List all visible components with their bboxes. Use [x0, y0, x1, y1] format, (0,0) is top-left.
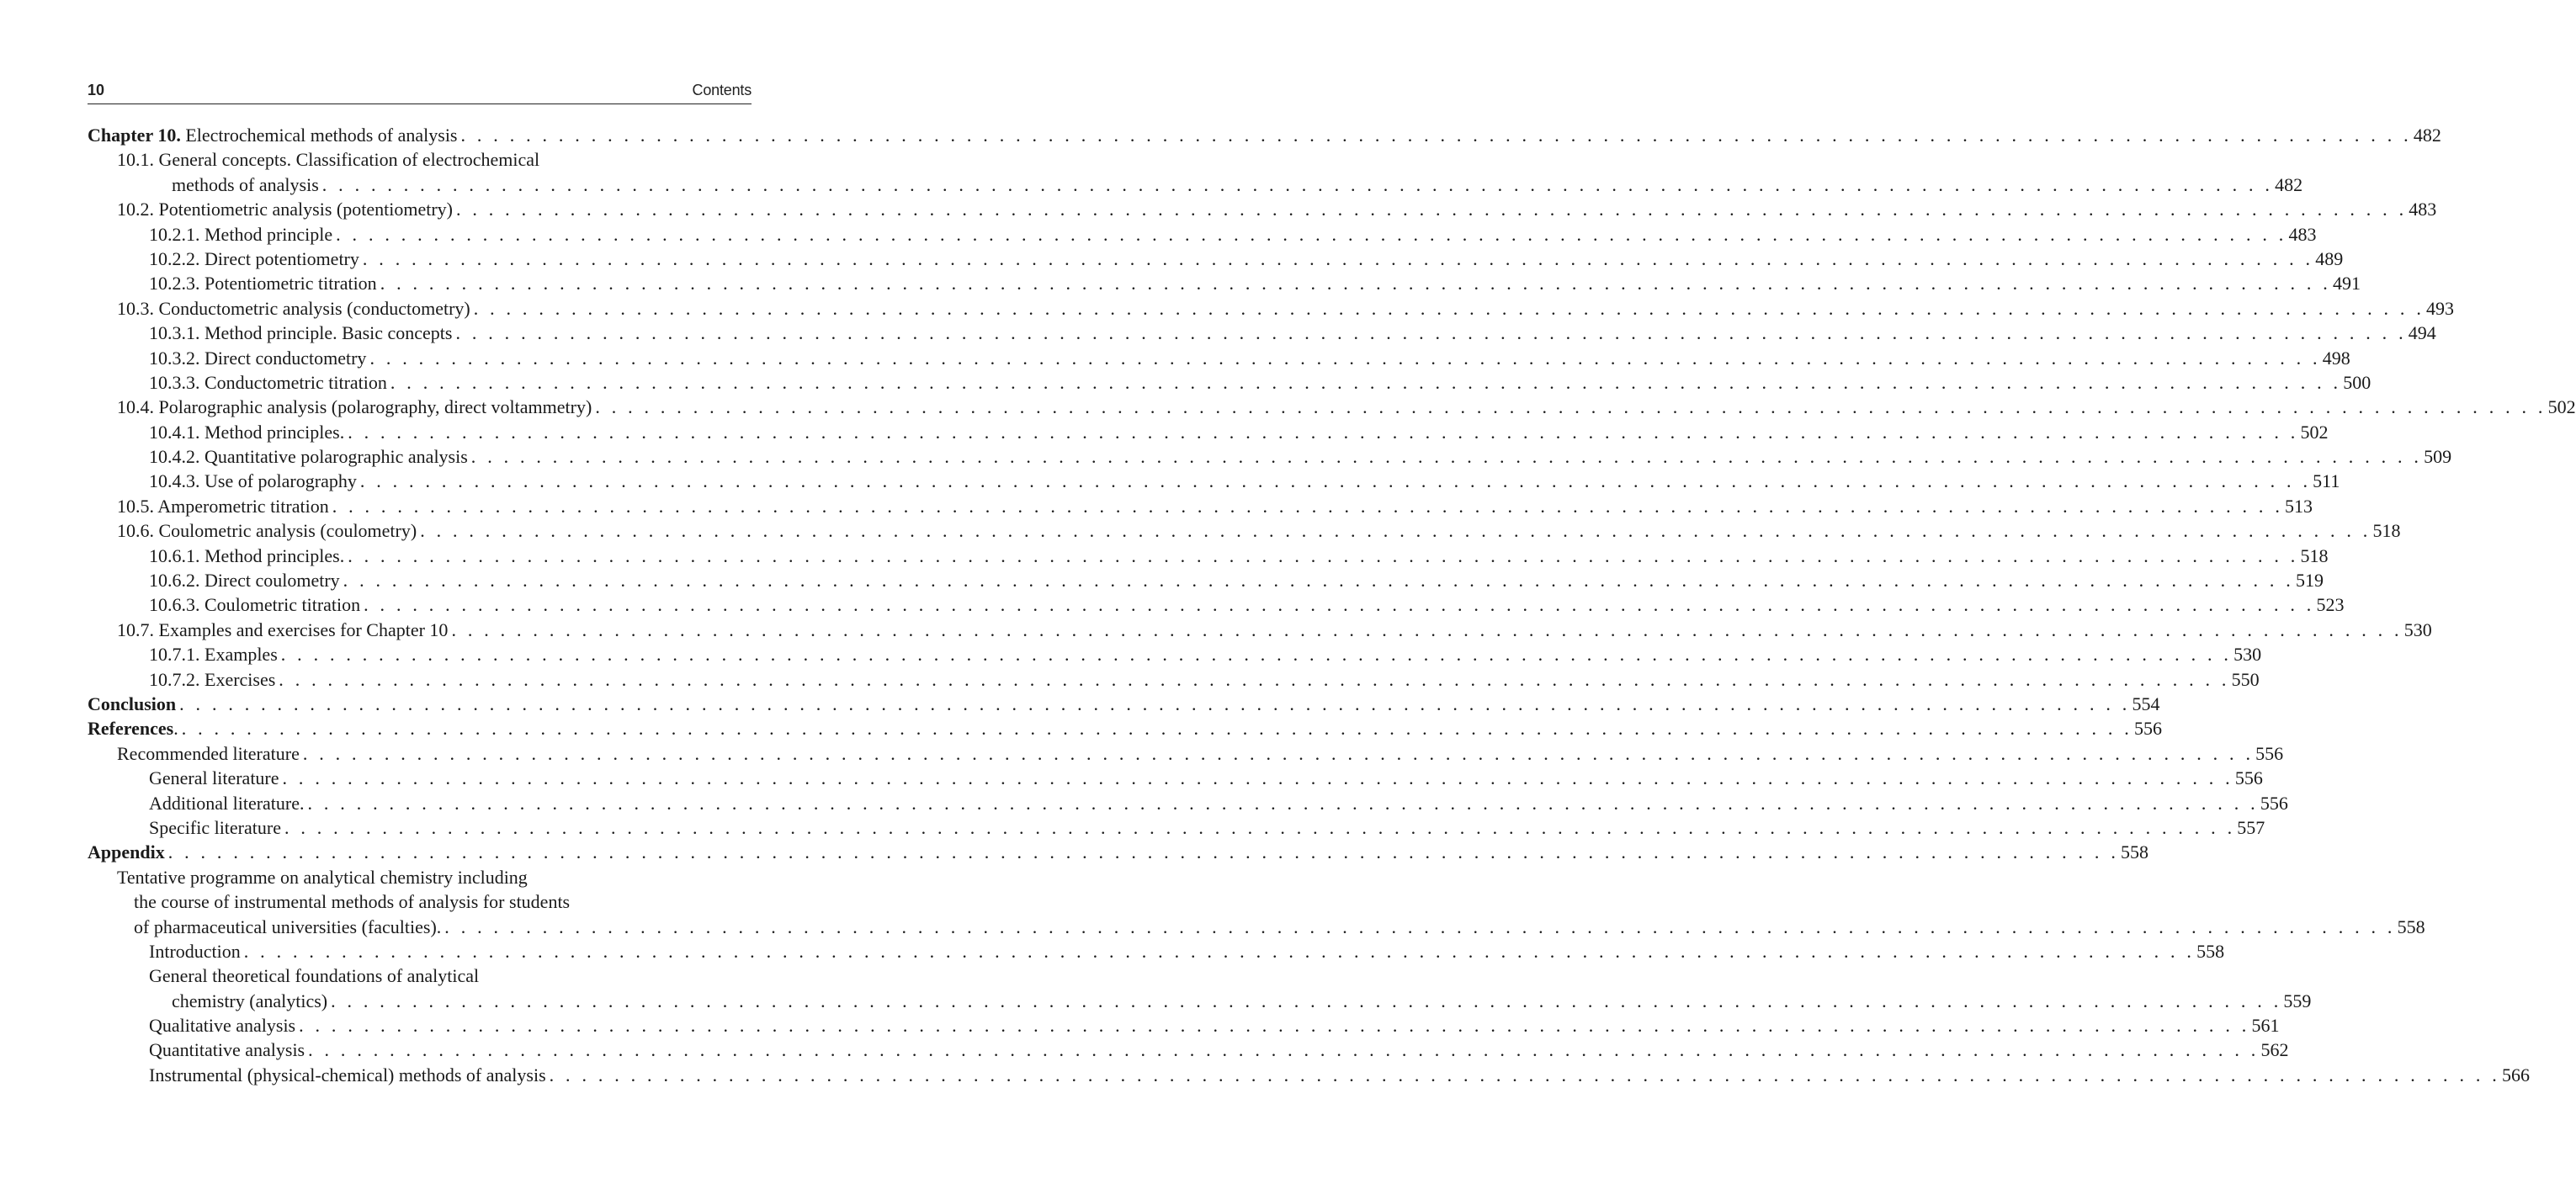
dot-leader: . . . . . . . . . . . . . . . . . . . . . . . . . . . . . . . . . . . . . . . . . . . . . . . . . . . . . . . . . . . . . . . . . . . . . . . . . . . . . . . . . . . . . . . . . . . . . . . . . . . . . . . . . . . . . . . . . . . . . . . . — [549, 1064, 2500, 1085]
toc-entry-title — [149, 544, 344, 568]
toc-entry-title — [149, 370, 387, 395]
toc-page-number: 556 — [2134, 718, 2163, 740]
toc-page-number: 558 — [2397, 916, 2425, 937]
toc-entry-text: 10.3.3. Conductometric titration — [149, 371, 387, 393]
dot-leader: . . . . . . . . . . . . . . . . . . . . . . . . . . . . . . . . . . . . . . . . . . . . . . . . . . . . . . . . . . . . . . . . . . . . . . . . . . . . . . . . . . . . . . . . . . . . . . . . . . . . . . . . . . . . . . . . . . . . . . . . — [451, 618, 2403, 640]
dot-leader: . . . . . . . . . . . . . . . . . . . . . . . . . . . . . . . . . . . . . . . . . . . . . . . . . . . . . . . . . . . . . . . . . . . . . . . . . . . . . . . . . . . . . . . . . . . . . . . . . . . . . . . . . . . . . . . . . . . . . . . . — [181, 718, 2133, 740]
toc-entry — [88, 395, 2576, 419]
dot-leader: . . . . . . . . . . . . . . . . . . . . . . . . . . . . . . . . . . . . . . . . . . . . . . . . . . . . . . . . . . . . . . . . . . . . . . . . . . . . . . . . . . . . . . . . . . . . . . . . . . . . . . . . . . . . . . . . . . . . . . . . — [299, 1015, 2250, 1037]
toc-entry-title — [117, 865, 528, 889]
toc-entry — [88, 296, 2455, 321]
toc-entry-text: 10.2.2. Direct potentiometry — [149, 247, 359, 269]
toc-entry-text: 10.7.1. Examples — [149, 644, 278, 666]
toc-page-number: 530 — [2233, 644, 2262, 666]
dot-leader: . . . . . . . . . . . . . . . . . . . . . . . . . . . . . . . . . . . . . . . . . . . . . . . . . . . . . . . . . . . . . . . . . . . . . . . . . . . . . . . . . . . . . . . . . . . . . . . . . . . . . . . . . . . . . . . . . . . . . . . . — [280, 644, 2233, 666]
toc-entry-title — [149, 346, 366, 370]
toc-entry-text: Electrochemical methods of analysis — [180, 125, 458, 146]
toc-entry-title — [149, 469, 357, 493]
toc-entry-text: of pharmaceutical universities (faculties). — [134, 916, 442, 937]
toc-entry — [88, 741, 2284, 766]
dot-leader: . . . . . . . . . . . . . . . . . . . . . . . . . . . . . . . . . . . . . . . . . . . . . . . . . . . . . . . . . . . . . . . . . . . . . . . . . . . . . . . . . . . . . . . . . . . . . . . . . . . . . . . . . . . . . . . . . . . . . . . . — [167, 841, 2120, 863]
toc-entry — [88, 692, 2160, 716]
running-header — [88, 80, 752, 104]
toc-entry-title — [117, 618, 448, 642]
dot-leader: . . . . . . . . . . . . . . . . . . . . . . . . . . . . . . . . . . . . . . . . . . . . . . . . . . . . . . . . . . . . . . . . . . . . . . . . . . . . . . . . . . . . . . . . . . . . . . . . . . . . . . . . . . . . . . . . . . . . . . . . — [455, 199, 2408, 220]
toc-entry-title — [88, 840, 165, 864]
toc-entry — [88, 1038, 2289, 1062]
toc-entry — [88, 791, 2288, 815]
toc-entry — [88, 173, 2303, 197]
toc-entry-text: 10.3.1. Method principle. Basic concepts — [149, 322, 453, 344]
toc-entry-title — [149, 963, 479, 988]
toc-page-number: 518 — [2372, 520, 2401, 542]
toc-entry-title — [117, 518, 417, 543]
toc-entry-title — [149, 791, 305, 815]
toc-entry — [88, 568, 2324, 592]
dot-leader: . . . . . . . . . . . . . . . . . . . . . . . . . . . . . . . . . . . . . . . . . . . . . . . . . . . . . . . . . . . . . . . . . . . . . . . . . . . . . . . . . . . . . . . . . . . . . . . . . . . . . . . . . . . . . . . . . . . . . . . . — [284, 816, 2236, 838]
toc-page-number: 509 — [2424, 446, 2452, 468]
toc-page-number: 518 — [2300, 544, 2329, 566]
dot-leader: . . . . . . . . . . . . . . . . . . . . . . . . . . . . . . . . . . . . . . . . . . . . . . . . . . . . . . . . . . . . . . . . . . . . . . . . . . . . . . . . . . . . . . . . . . . . . . . . . . . . . . . . . . . . . . . . . . . . . . . . — [336, 223, 2287, 245]
toc-entry-title — [149, 642, 278, 666]
toc-page-number: 482 — [2413, 125, 2441, 146]
toc-page-number: 483 — [2288, 223, 2317, 245]
toc-page-number: 530 — [2403, 618, 2432, 640]
toc-entry-text: 10.1. General concepts. Classification of electrochemical — [117, 149, 540, 171]
toc-entry-text: 10.2.1. Method principle — [149, 223, 333, 245]
toc-entry-text: Specific literature — [149, 816, 281, 838]
dot-leader: . . . . . . . . . . . . . . . . . . . . . . . . . . . . . . . . . . . . . . . . . . . . . . . . . . . . . . . . . . . . . . . . . . . . . . . . . . . . . . . . . . . . . . . . . . . . . . . . . . . . . . . . . . . . . . . . . . . . . . . . — [332, 495, 2284, 517]
toc-page-number: 566 — [2501, 1064, 2530, 1085]
toc-entry — [88, 840, 2149, 864]
toc-entry-title — [149, 667, 275, 692]
toc-entry-text: 10.4.2. Quantitative polarographic analysis — [149, 446, 468, 468]
dot-leader: . . . . . . . . . . . . . . . . . . . . . . . . . . . . . . . . . . . . . . . . . . . . . . . . . . . . . . . . . . . . . . . . . . . . . . . . . . . . . . . . . . . . . . . . . . . . . . . . . . . . . . . . . . . . . . . . . . . . . . . . — [473, 297, 2425, 319]
toc-entry-text: 10.3. Conductometric analysis (conductometry) — [117, 297, 470, 319]
toc-entry-title — [149, 939, 241, 963]
toc-entry — [88, 494, 2313, 518]
toc-entry-text: General theoretical foundations of analytical — [149, 965, 480, 987]
toc-entry-text: 10.4.3. Use of polarography — [149, 470, 357, 492]
toc-page-number: 519 — [2295, 570, 2324, 592]
toc-entry-bold-label: Appendix — [88, 841, 165, 863]
toc-entry-title — [117, 147, 539, 172]
toc-entry-title — [149, 444, 468, 469]
toc-entry-text: chemistry (analytics) — [172, 990, 328, 1011]
toc-page-number: 558 — [2196, 940, 2225, 962]
toc-entry — [88, 370, 2372, 395]
toc-entry — [88, 147, 752, 172]
dot-leader: . . . . . . . . . . . . . . . . . . . . . . . . . . . . . . . . . . . . . . . . . . . . . . . . . . . . . . . . . . . . . . . . . . . . . . . . . . . . . . . . . . . . . . . . . . . . . . . . . . . . . . . . . . . . . . . . . . . . . . . . — [595, 396, 2547, 418]
toc-page-number: 558 — [2121, 841, 2149, 863]
toc-entry-title — [117, 197, 453, 221]
toc-page-number: 562 — [2260, 1039, 2289, 1061]
toc-page-number: 498 — [2322, 347, 2350, 369]
toc-page-number: 491 — [2333, 273, 2361, 295]
toc-entry — [88, 420, 2329, 444]
toc-entry — [88, 1013, 2280, 1038]
toc-page-number: 489 — [2315, 247, 2344, 269]
toc-entry — [88, 321, 2436, 345]
toc-entry — [88, 865, 752, 889]
toc-entry-text: Tentative programme on analytical chemistry including — [117, 866, 528, 888]
toc-entry-text: 10.6. Coulometric analysis (coulometry) — [117, 520, 417, 542]
dot-leader: . . . . . . . . . . . . . . . . . . . . . . . . . . . . . . . . . . . . . . . . . . . . . . . . . . . . . . . . . . . . . . . . . . . . . . . . . . . . . . . . . . . . . . . . . . . . . . . . . . . . . . . . . . . . . . . . . . . . . . . . — [307, 792, 2259, 814]
dot-leader: . . . . . . . . . . . . . . . . . . . . . . . . . . . . . . . . . . . . . . . . . . . . . . . . . . . . . . . . . . . . . . . . . . . . . . . . . . . . . . . . . . . . . . . . . . . . . . . . . . . . . . . . . . . . . . . . . . . . . . . . — [308, 1039, 2260, 1061]
toc-entry-title — [88, 692, 176, 716]
toc-entry-title — [149, 247, 359, 271]
dot-leader: . . . . . . . . . . . . . . . . . . . . . . . . . . . . . . . . . . . . . . . . . . . . . . . . . . . . . . . . . . . . . . . . . . . . . . . . . . . . . . . . . . . . . . . . . . . . . . . . . . . . . . . . . . . . . . . . . . . . . . . . — [348, 421, 2299, 443]
dot-leader: . . . . . . . . . . . . . . . . . . . . . . . . . . . . . . . . . . . . . . . . . . . . . . . . . . . . . . . . . . . . . . . . . . . . . . . . . . . . . . . . . . . . . . . . . . . . . . . . . . . . . . . . . . . . . . . . . . . . . . . . — [380, 273, 2331, 295]
toc-page-number: 556 — [2255, 742, 2284, 764]
toc-entry-title — [149, 222, 332, 247]
dot-leader: . . . . . . . . . . . . . . . . . . . . . . . . . . . . . . . . . . . . . . . . . . . . . . . . . . . . . . . . . . . . . . . . . . . . . . . . . . . . . . . . . . . . . . . . . . . . . . . . . . . . . . . . . . . . . . . . . . . . . . . . — [282, 767, 2233, 789]
toc-entry — [88, 222, 2317, 247]
toc-page-number: 502 — [2300, 421, 2329, 443]
toc-entry-text: 10.2.3. Potentiometric titration — [149, 273, 377, 295]
toc-entry — [88, 518, 2401, 543]
toc-entry — [88, 667, 2260, 692]
table-of-contents — [88, 123, 2576, 1087]
toc-entry-text: 10.7.2. Exercises — [149, 668, 276, 690]
toc-page-number: 556 — [2260, 792, 2288, 814]
toc-entry-text: methods of analysis — [172, 173, 319, 195]
toc-entry — [88, 197, 2437, 221]
toc-page-number: 511 — [2313, 470, 2340, 492]
toc-page-number: 561 — [2251, 1015, 2280, 1037]
dot-leader: . . . . . . . . . . . . . . . . . . . . . . . . . . . . . . . . . . . . . . . . . . . . . . . . . . . . . . . . . . . . . . . . . . . . . . . . . . . . . . . . . . . . . . . . . . . . . . . . . . . . . . . . . . . . . . . . . . . . . . . . — [348, 544, 2299, 566]
toc-entry-bold-label: References — [88, 718, 174, 740]
dot-leader: . . . . . . . . . . . . . . . . . . . . . . . . . . . . . . . . . . . . . . . . . . . . . . . . . . . . . . . . . . . . . . . . . . . . . . . . . . . . . . . . . . . . . . . . . . . . . . . . . . . . . . . . . . . . . . . . . . . . . . . . — [362, 247, 2314, 269]
toc-entry-title — [172, 989, 327, 1013]
toc-entry-bold-label: Conclusion — [88, 693, 177, 714]
toc-entry-text: 10.4. Polarographic analysis (polarography, direct voltammetry) — [117, 396, 592, 418]
toc-entry-title — [117, 395, 592, 419]
toc-entry-title — [88, 716, 178, 740]
running-title: Contents — [692, 82, 752, 98]
toc-page-number: 554 — [2132, 693, 2160, 714]
toc-entry-text: 10.2. Potentiometric analysis (potentiometry) — [117, 199, 453, 220]
toc-entry-title — [88, 123, 458, 147]
dot-leader: . . . . . . . . . . . . . . . . . . . . . . . . . . . . . . . . . . . . . . . . . . . . . . . . . . . . . . . . . . . . . . . . . . . . . . . . . . . . . . . . . . . . . . . . . . . . . . . . . . . . . . . . . . . . . . . . . . . . . . . . — [302, 742, 2255, 764]
page-number: 10 — [88, 82, 105, 98]
dot-leader: . . . . . . . . . . . . . . . . . . . . . . . . . . . . . . . . . . . . . . . . . . . . . . . . . . . . . . . . . . . . . . . . . . . . . . . . . . . . . . . . . . . . . . . . . . . . . . . . . . . . . . . . . . . . . . . . . . . . . . . . — [420, 520, 2372, 542]
dot-leader: . . . . . . . . . . . . . . . . . . . . . . . . . . . . . . . . . . . . . . . . . . . . . . . . . . . . . . . . . . . . . . . . . . . . . . . . . . . . . . . . . . . . . . . . . . . . . . . . . . . . . . . . . . . . . . . . . . . . . . . . — [279, 668, 2230, 690]
toc-entry-text: the course of instrumental methods of analysis for students — [134, 891, 571, 913]
toc-entry-text: 10.6.3. Coulometric titration — [149, 594, 361, 616]
toc-entry-bold-label: Chapter 10. — [88, 125, 181, 146]
toc-page-number: 513 — [2285, 495, 2313, 517]
toc-entry-title — [134, 915, 441, 939]
toc-entry-title — [149, 766, 279, 790]
toc-entry-title — [149, 815, 281, 840]
dot-leader: . . . . . . . . . . . . . . . . . . . . . . . . . . . . . . . . . . . . . . . . . . . . . . . . . . . . . . . . . . . . . . . . . . . . . . . . . . . . . . . . . . . . . . . . . . . . . . . . . . . . . . . . . . . . . . . . . . . . . . . . — [321, 173, 2274, 195]
dot-leader: . . . . . . . . . . . . . . . . . . . . . . . . . . . . . . . . . . . . . . . . . . . . . . . . . . . . . . . . . . . . . . . . . . . . . . . . . . . . . . . . . . . . . . . . . . . . . . . . . . . . . . . . . . . . . . . . . . . . . . . . — [359, 470, 2312, 492]
toc-entry — [88, 889, 752, 914]
toc-entry — [88, 642, 2262, 666]
toc-entry — [88, 544, 2329, 568]
toc-page-number: 556 — [2234, 767, 2263, 789]
toc-entry-text: Additional literature. — [149, 792, 305, 814]
toc-entry-title — [117, 741, 300, 766]
toc-entry-title — [172, 173, 319, 197]
toc-entry-title — [149, 592, 360, 617]
dot-leader: . . . . . . . . . . . . . . . . . . . . . . . . . . . . . . . . . . . . . . . . . . . . . . . . . . . . . . . . . . . . . . . . . . . . . . . . . . . . . . . . . . . . . . . . . . . . . . . . . . . . . . . . . . . . . . . . . . . . . . . . — [369, 347, 2321, 369]
toc-entry — [88, 989, 2312, 1013]
dot-leader: . . . . . . . . . . . . . . . . . . . . . . . . . . . . . . . . . . . . . . . . . . . . . . . . . . . . . . . . . . . . . . . . . . . . . . . . . . . . . . . . . . . . . . . . . . . . . . . . . . . . . . . . . . . . . . . . . . . . . . . . — [390, 371, 2342, 393]
toc-entry — [88, 247, 2344, 271]
toc-entry-text: . — [173, 718, 178, 740]
toc-entry-title — [134, 889, 570, 914]
toc-page-number: 493 — [2426, 297, 2455, 319]
toc-entry-text: Introduction — [149, 940, 241, 962]
toc-page-number: 482 — [2275, 173, 2303, 195]
dot-leader: . . . . . . . . . . . . . . . . . . . . . . . . . . . . . . . . . . . . . . . . . . . . . . . . . . . . . . . . . . . . . . . . . . . . . . . . . . . . . . . . . . . . . . . . . . . . . . . . . . . . . . . . . . . . . . . . . . . . . . . . — [455, 322, 2407, 344]
toc-page-number: 559 — [2283, 990, 2312, 1011]
toc-entry-title — [149, 271, 377, 295]
toc-entry — [88, 618, 2432, 642]
toc-entry — [88, 939, 2225, 963]
toc-entry-title — [149, 1063, 546, 1087]
toc-entry-title — [149, 420, 344, 444]
toc-entry-text: 10.5. Amperometric titration — [117, 495, 329, 517]
toc-entry-title — [149, 1038, 305, 1062]
toc-entry — [88, 123, 2441, 147]
toc-entry-text: Qualitative analysis — [149, 1015, 296, 1037]
toc-entry-text: Instrumental (physical-chemical) methods of analysis — [149, 1064, 546, 1085]
toc-entry — [88, 444, 2452, 469]
dot-leader: . . . . . . . . . . . . . . . . . . . . . . . . . . . . . . . . . . . . . . . . . . . . . . . . . . . . . . . . . . . . . . . . . . . . . . . . . . . . . . . . . . . . . . . . . . . . . . . . . . . . . . . . . . . . . . . . . . . . . . . . — [444, 916, 2396, 937]
toc-entry — [88, 346, 2350, 370]
toc-entry-title — [117, 296, 470, 321]
toc-page-number: 550 — [2231, 668, 2260, 690]
toc-entry-title — [149, 568, 340, 592]
toc-entry-title — [149, 1013, 295, 1038]
toc-entry-title — [149, 321, 452, 345]
toc-entry — [88, 766, 2263, 790]
dot-leader: . . . . . . . . . . . . . . . . . . . . . . . . . . . . . . . . . . . . . . . . . . . . . . . . . . . . . . . . . . . . . . . . . . . . . . . . . . . . . . . . . . . . . . . . . . . . . . . . . . . . . . . . . . . . . . . . . . . . . . . . — [331, 990, 2282, 1011]
toc-page-number: 502 — [2547, 396, 2576, 418]
toc-entry — [88, 716, 2163, 740]
dot-leader: . . . . . . . . . . . . . . . . . . . . . . . . . . . . . . . . . . . . . . . . . . . . . . . . . . . . . . . . . . . . . . . . . . . . . . . . . . . . . . . . . . . . . . . . . . . . . . . . . . . . . . . . . . . . . . . . . . . . . . . . — [179, 693, 2131, 714]
toc-entry-text: General literature — [149, 767, 279, 789]
toc-entry — [88, 271, 2361, 295]
toc-entry-text: 10.6.2. Direct coulometry — [149, 570, 340, 592]
toc-entry — [88, 815, 2265, 840]
dot-leader: . . . . . . . . . . . . . . . . . . . . . . . . . . . . . . . . . . . . . . . . . . . . . . . . . . . . . . . . . . . . . . . . . . . . . . . . . . . . . . . . . . . . . . . . . . . . . . . . . . . . . . . . . . . . . . . . . . . . . . . . — [343, 570, 2294, 592]
toc-page-number: 494 — [2408, 322, 2436, 344]
toc-entry — [88, 1063, 2530, 1087]
dot-leader: . . . . . . . . . . . . . . . . . . . . . . . . . . . . . . . . . . . . . . . . . . . . . . . . . . . . . . . . . . . . . . . . . . . . . . . . . . . . . . . . . . . . . . . . . . . . . . . . . . . . . . . . . . . . . . . . . . . . . . . . — [364, 594, 2315, 616]
toc-entry-text: 10.7. Examples and exercises for Chapter 10 — [117, 618, 449, 640]
toc-entry-text: 10.4.1. Method principles. — [149, 421, 345, 443]
toc-entry — [88, 592, 2345, 617]
dot-leader: . . . . . . . . . . . . . . . . . . . . . . . . . . . . . . . . . . . . . . . . . . . . . . . . . . . . . . . . . . . . . . . . . . . . . . . . . . . . . . . . . . . . . . . . . . . . . . . . . . . . . . . . . . . . . . . . . . . . . . . . — [460, 125, 2412, 146]
toc-entry — [88, 963, 752, 988]
toc-page-number: 523 — [2316, 594, 2345, 616]
toc-page-number: 500 — [2343, 371, 2372, 393]
toc-entry-text: 10.3.2. Direct conductometry — [149, 347, 367, 369]
toc-entry — [88, 915, 2425, 939]
toc-entry — [88, 469, 2340, 493]
dot-leader: . . . . . . . . . . . . . . . . . . . . . . . . . . . . . . . . . . . . . . . . . . . . . . . . . . . . . . . . . . . . . . . . . . . . . . . . . . . . . . . . . . . . . . . . . . . . . . . . . . . . . . . . . . . . . . . . . . . . . . . . — [470, 446, 2423, 468]
toc-entry-title — [117, 494, 329, 518]
toc-page-number: 483 — [2409, 199, 2437, 220]
dot-leader: . . . . . . . . . . . . . . . . . . . . . . . . . . . . . . . . . . . . . . . . . . . . . . . . . . . . . . . . . . . . . . . . . . . . . . . . . . . . . . . . . . . . . . . . . . . . . . . . . . . . . . . . . . . . . . . . . . . . . . . . — [243, 940, 2196, 962]
toc-entry-text: 10.6.1. Method principles. — [149, 544, 345, 566]
toc-entry-text: Recommended literature — [117, 742, 300, 764]
toc-page-number: 557 — [2237, 816, 2265, 838]
toc-entry-text: Quantitative analysis — [149, 1039, 305, 1061]
